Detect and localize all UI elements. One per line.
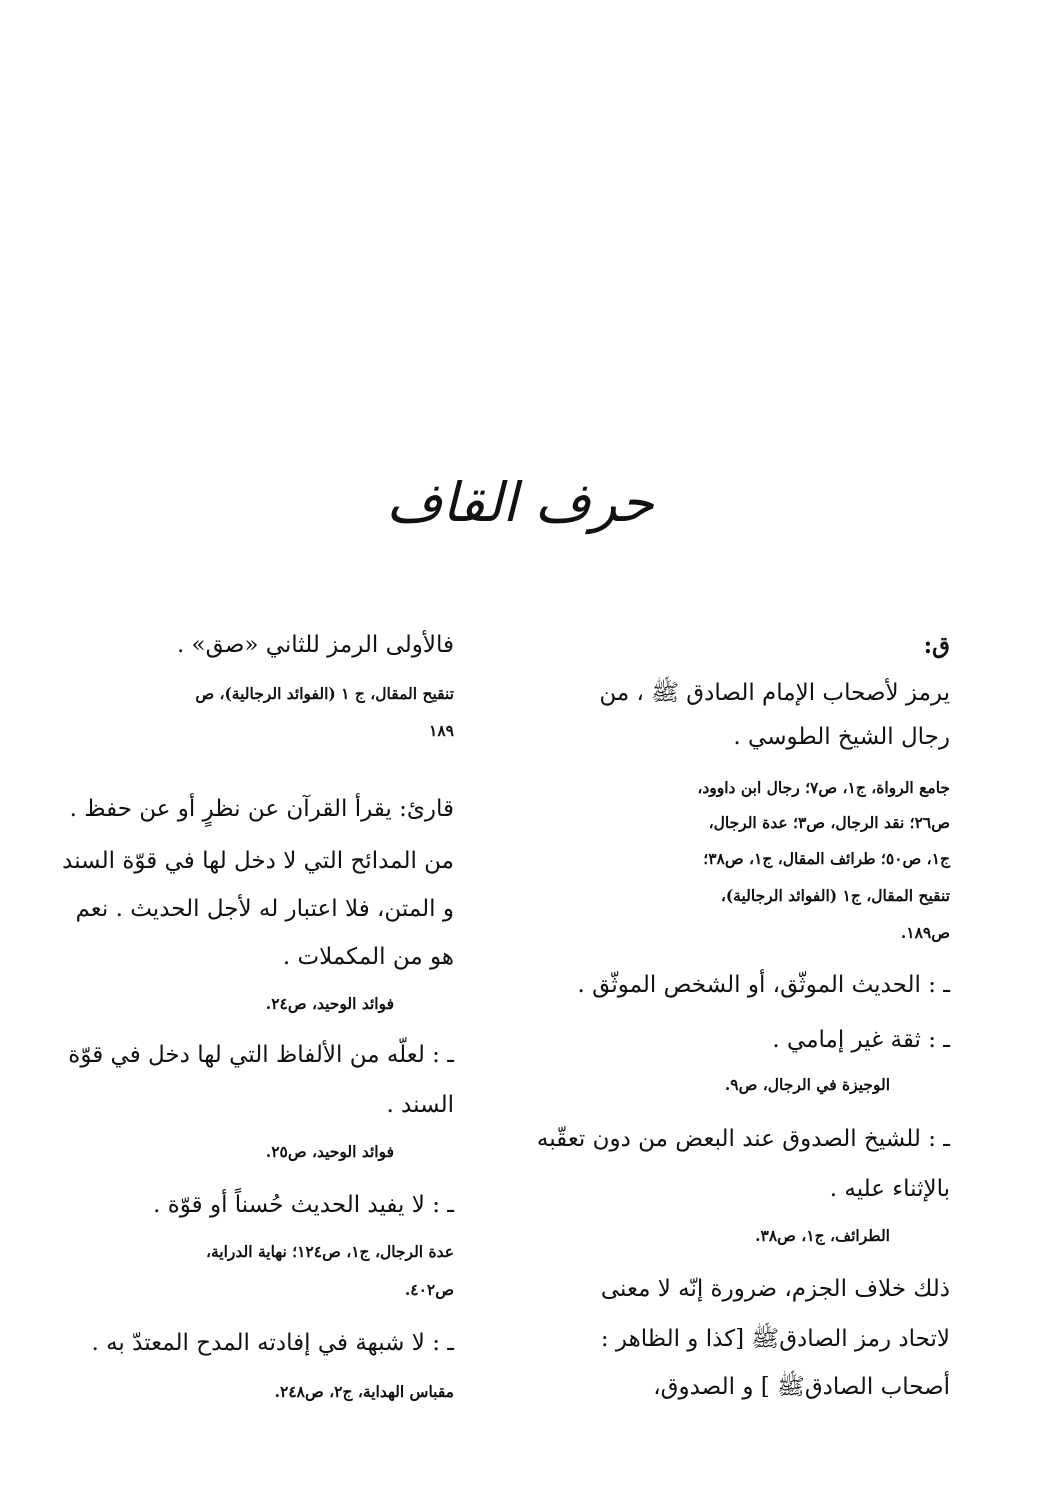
reference-line: ١٨٩ xyxy=(429,721,454,740)
reference-line: مقباس الهداية، ج٢، ص٢٤٨. xyxy=(274,1382,454,1401)
reference-line: ص٤٠٢. xyxy=(404,1280,454,1299)
reference-line: تنقيح المقال، ج١ (الفوائد الرجالية)، xyxy=(720,886,950,905)
reference-line: الطرائف، ج١، ص٣٨. xyxy=(755,1226,890,1245)
entry-line: قارئ: يقرأ القرآن عن نظرٍ أو عن حفظ . xyxy=(69,796,454,822)
text-line: بالإثناء عليه . xyxy=(829,1176,950,1202)
text-line: هو من المكملات . xyxy=(282,944,454,970)
text-line: رجال الشيخ الطوسي . xyxy=(733,724,950,750)
reference-line: ص١٨٩. xyxy=(900,923,950,942)
text-line: ـ : الحديث الموثّق، أو الشخص الموثّق . xyxy=(577,972,950,998)
reference-line: ج١، ص٥٠؛ طرائف المقال، ج١، ص٣٨؛ xyxy=(703,849,950,868)
reference-line: جامع الرواة، ج١، ص٧؛ رجال ابن داوود، xyxy=(697,778,950,797)
reference-line: الوجيزة في الرجال، ص٩. xyxy=(724,1075,890,1094)
entry-heading: ق: xyxy=(923,632,950,659)
text-line: فالأولى الرمز للثاني «صق» . xyxy=(176,632,454,658)
text-line: لاتحاد رمز الصادقﷺ [كذا و الظاهر : xyxy=(600,1326,950,1352)
text-line: ذلك خلاف الجزم، ضرورة إنّه لا معنى xyxy=(600,1276,950,1302)
reference-line: ص٢٦؛ نقد الرجال، ص٣؛ عدة الرجال، xyxy=(708,813,950,832)
text-line: ـ : لعلّه من الألفاظ التي لها دخل في قوّة xyxy=(68,1042,454,1068)
reference-line: تنقيح المقال، ج ١ (الفوائد الرجالية)، ص xyxy=(195,684,454,703)
reference-line: فوائد الوحيد، ص٢٥. xyxy=(265,1142,394,1161)
text-line: من المدائح التي لا دخل لها في قوّة السند xyxy=(62,848,454,874)
text-line: السند . xyxy=(386,1092,454,1118)
text-line: ـ : لا شبهة في إفادته المدح المعتدّ به . xyxy=(91,1330,454,1356)
reference-line: فوائد الوحيد، ص٢٤. xyxy=(265,994,394,1013)
chapter-title: حرف القاف xyxy=(386,471,654,534)
text-line: و المتن، فلا اعتبار له لأجل الحديث . نعم xyxy=(75,896,454,922)
text-line: ـ : للشيخ الصدوق عند البعض من دون تعقّبه xyxy=(536,1126,950,1152)
text-line: يرمز لأصحاب الإمام الصادق ﷺ ، من xyxy=(599,680,950,706)
reference-line: عدة الرجال، ج١، ص١٢٤؛ نهاية الدراية، xyxy=(205,1242,454,1261)
text-line: ـ : ثقة غير إمامي . xyxy=(772,1027,950,1053)
text-line: أصحاب الصادقﷺ ] و الصدوق، xyxy=(653,1374,950,1400)
text-line: ـ : لا يفيد الحديث حُسناً أو قوّة . xyxy=(153,1192,454,1218)
